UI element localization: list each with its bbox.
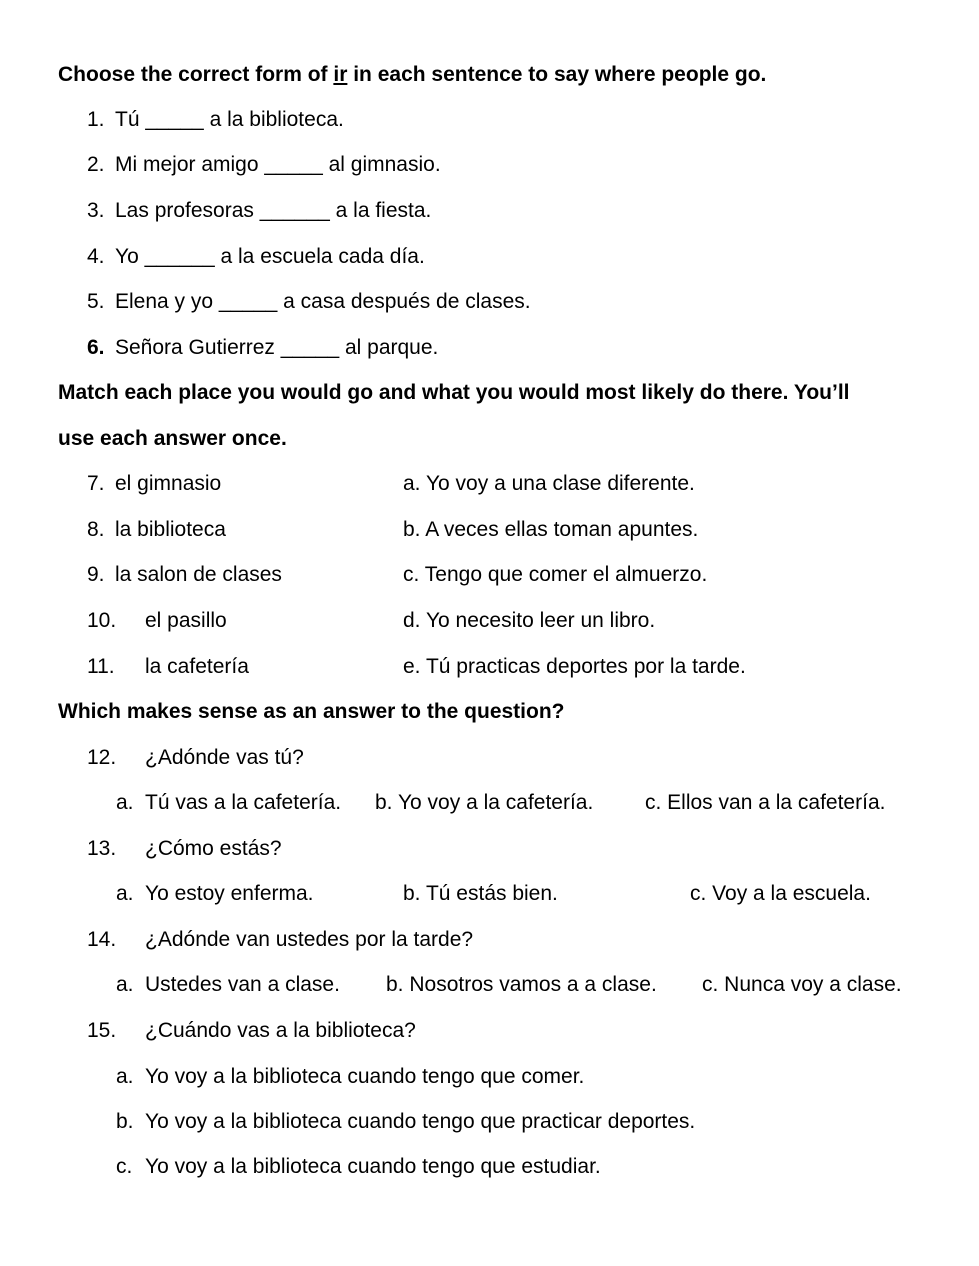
item-number: 5. [87, 290, 105, 313]
option-label: a. [116, 1065, 134, 1088]
option-label: b. [116, 1110, 134, 1133]
option-b: b. Tú estás bien. [403, 882, 558, 905]
item-number: 4. [87, 245, 105, 268]
question-text: ¿Cuándo vas a la biblioteca? [145, 1019, 416, 1042]
question-number: 12. [87, 746, 117, 769]
option-c: c. Voy a la escuela. [690, 882, 871, 905]
sentence-item: Yo ______ a la escuela cada día. [115, 245, 425, 268]
option-c: c. Nunca voy a clase. [702, 973, 902, 996]
match-answer: c. Tengo que comer el almuerzo. [403, 563, 708, 586]
section2-heading-line1: Match each place you would go and what you would most likely do there. You’ll [58, 381, 850, 404]
option-b: b. Nosotros vamos a a clase. [386, 973, 657, 996]
item-number: 6. [87, 336, 105, 359]
question-number: 15. [87, 1019, 117, 1042]
option-label: a. [116, 973, 134, 996]
option-a: Tú vas a la cafetería. [145, 791, 342, 814]
heading-ir-underlined: ir [333, 63, 348, 86]
item-number: 9. [87, 563, 105, 586]
match-answer: a. Yo voy a una clase diferente. [403, 472, 695, 495]
match-answer: b. A veces ellas toman apuntes. [403, 518, 699, 541]
option-label: a. [116, 882, 134, 905]
option-b: Yo voy a la biblioteca cuando tengo que practicar deportes. [145, 1110, 696, 1133]
place-item: el pasillo [145, 609, 227, 632]
match-answer: d. Yo necesito leer un libro. [403, 609, 656, 632]
place-item: el gimnasio [115, 472, 222, 495]
item-number: 11. [87, 655, 115, 678]
place-item: la salon de clases [115, 563, 282, 586]
option-c: c. Ellos van a la cafetería. [645, 791, 886, 814]
item-number: 7. [87, 472, 105, 495]
place-item: la cafetería [145, 655, 249, 678]
heading-text: in each sentence to say where people go. [347, 63, 767, 86]
option-b: b. Yo voy a la cafetería. [375, 791, 594, 814]
section2-heading-line2: use each answer once. [58, 427, 287, 450]
item-number: 1. [87, 108, 105, 131]
question-text: ¿Cómo estás? [145, 837, 282, 860]
section1-heading [58, 62, 766, 88]
item-number: 10. [87, 609, 117, 632]
match-answer: e. Tú practicas deportes por la tarde. [403, 655, 746, 678]
question-text: ¿Adónde van ustedes por la tarde? [145, 928, 474, 951]
option-c: Yo voy a la biblioteca cuando tengo que estudiar. [145, 1155, 601, 1178]
section3-heading: Which makes sense as an answer to the question? [58, 700, 565, 723]
option-a: Yo voy a la biblioteca cuando tengo que comer. [145, 1065, 585, 1088]
question-number: 14. [87, 928, 117, 951]
question-text: ¿Adónde vas tú? [145, 746, 304, 769]
item-number: 8. [87, 518, 105, 541]
sentence-item: Tú _____ a la biblioteca. [115, 108, 344, 131]
option-a: Ustedes van a clase. [145, 973, 340, 996]
option-a: Yo estoy enferma. [145, 882, 314, 905]
heading-text: Choose the correct form of [58, 63, 334, 86]
item-number: 2. [87, 153, 105, 176]
sentence-item: Elena y yo _____ a casa después de clases. [115, 290, 531, 313]
sentence-item: Señora Gutierrez _____ al parque. [115, 336, 439, 359]
option-label: a. [116, 791, 134, 814]
question-number: 13. [87, 837, 117, 860]
item-number: 3. [87, 199, 105, 222]
sentence-item: Mi mejor amigo _____ al gimnasio. [115, 153, 441, 176]
sentence-item: Las profesoras ______ a la fiesta. [115, 199, 432, 222]
option-label: c. [116, 1155, 133, 1178]
place-item: la biblioteca [115, 518, 226, 541]
